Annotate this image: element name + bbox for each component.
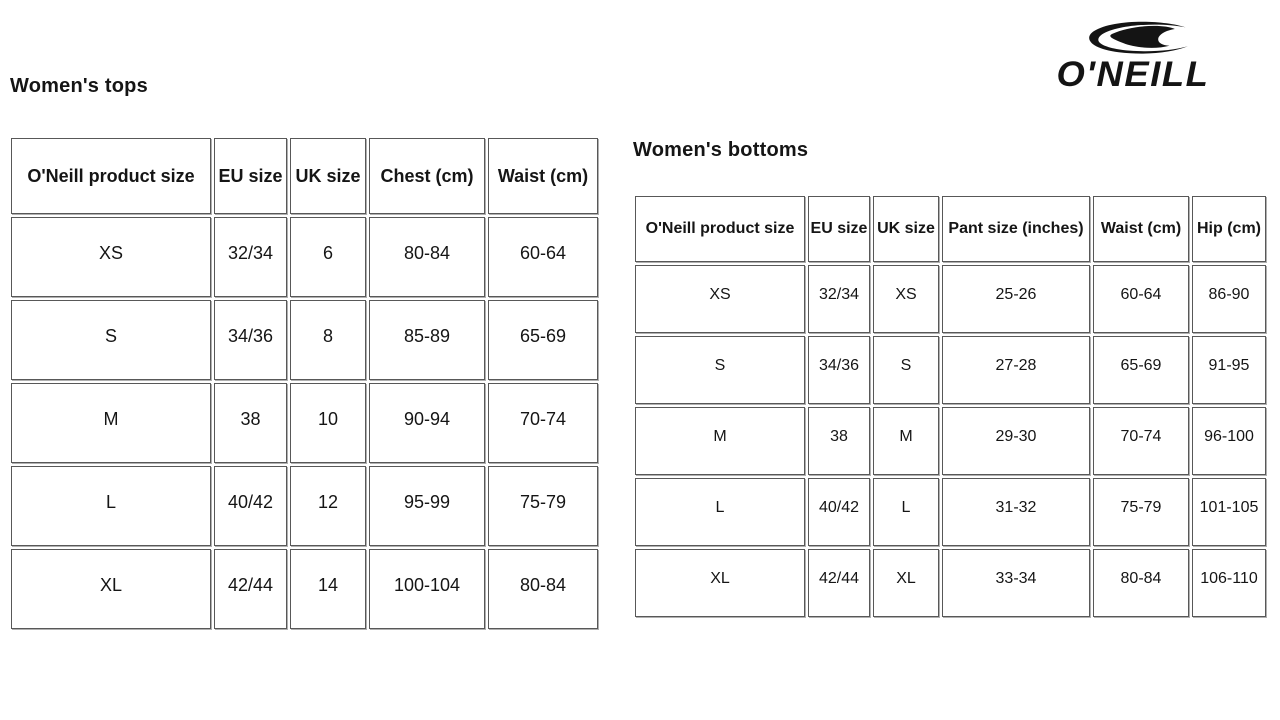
table-row [11,300,598,380]
table-cell: L [873,478,939,546]
table-cell: S [635,336,805,404]
table-cell: 33-34 [942,549,1090,617]
table-cell: 27-28 [942,336,1090,404]
column-header-eu-size: EU size [214,138,287,214]
column-header-waist: Waist (cm) [488,138,598,214]
column-header-uk-size: UK size [873,196,939,262]
table-cell: 14 [290,549,366,629]
column-header-eu-size: EU size [808,196,870,262]
table-cell: 70-74 [488,383,598,463]
table-cell: 86-90 [1192,265,1266,333]
table-cell: 34/36 [808,336,870,404]
table-cell: M [11,383,211,463]
table-cell: 80-84 [369,217,485,297]
table-cell: 40/42 [214,466,287,546]
tops-section-title: Women's tops [10,75,148,97]
table-cell: 65-69 [488,300,598,380]
table-cell: 91-95 [1192,336,1266,404]
table-cell: M [873,407,939,475]
table-cell: 70-74 [1093,407,1189,475]
table-cell: 80-84 [1093,549,1189,617]
column-header-uk-size: UK size [290,138,366,214]
tops-size-table [8,135,601,632]
table-cell: S [11,300,211,380]
table-cell: 8 [290,300,366,380]
tops-header-row [11,138,598,214]
table-cell: 12 [290,466,366,546]
table-cell: L [11,466,211,546]
table-row [635,549,1266,617]
table-cell: 42/44 [214,549,287,629]
table-cell: S [873,336,939,404]
column-header-product-size: O'Neill product size [11,138,211,214]
table-cell: XL [635,549,805,617]
table-row [11,383,598,463]
table-cell: L [635,478,805,546]
table-cell: 31-32 [942,478,1090,546]
table-cell: 10 [290,383,366,463]
table-cell: 32/34 [808,265,870,333]
bottoms-section-title: Women's bottoms [633,139,809,161]
table-cell: 40/42 [808,478,870,546]
table-cell: 38 [808,407,870,475]
table-cell: XS [11,217,211,297]
table-cell: 75-79 [1093,478,1189,546]
table-cell: 42/44 [808,549,870,617]
oneill-logo-wordmark: O'NEILL [1056,55,1210,94]
table-row [635,478,1266,546]
table-cell: 32/34 [214,217,287,297]
table-cell: 95-99 [369,466,485,546]
table-cell: 101-105 [1192,478,1266,546]
table-cell: 106-110 [1192,549,1266,617]
table-row [635,407,1266,475]
table-cell: XL [11,549,211,629]
table-row [635,265,1266,333]
table-cell: XS [873,265,939,333]
table-cell: 75-79 [488,466,598,546]
table-cell: 85-89 [369,300,485,380]
table-cell: 60-64 [488,217,598,297]
table-cell: 34/36 [214,300,287,380]
bottoms-size-table [632,193,1269,620]
column-header-hip: Hip (cm) [1192,196,1266,262]
table-row [11,217,598,297]
bottoms-header-row [635,196,1266,262]
column-header-chest: Chest (cm) [369,138,485,214]
table-cell: 100-104 [369,549,485,629]
table-cell: 29-30 [942,407,1090,475]
table-cell: XS [635,265,805,333]
table-row [11,549,598,629]
table-cell: XL [873,549,939,617]
table-cell: 80-84 [488,549,598,629]
table-cell: 60-64 [1093,265,1189,333]
column-header-product-size: O'Neill product size [635,196,805,262]
table-row [11,466,598,546]
table-cell: 6 [290,217,366,297]
table-cell: 65-69 [1093,336,1189,404]
oneill-logo [1030,18,1228,92]
column-header-pant-size: Pant size (inches) [942,196,1090,262]
table-cell: 90-94 [369,383,485,463]
table-cell: 96-100 [1192,407,1266,475]
table-row [635,336,1266,404]
column-header-waist: Waist (cm) [1093,196,1189,262]
oneill-wave-icon [1082,18,1190,60]
table-cell: 38 [214,383,287,463]
table-cell: 25-26 [942,265,1090,333]
table-cell: M [635,407,805,475]
